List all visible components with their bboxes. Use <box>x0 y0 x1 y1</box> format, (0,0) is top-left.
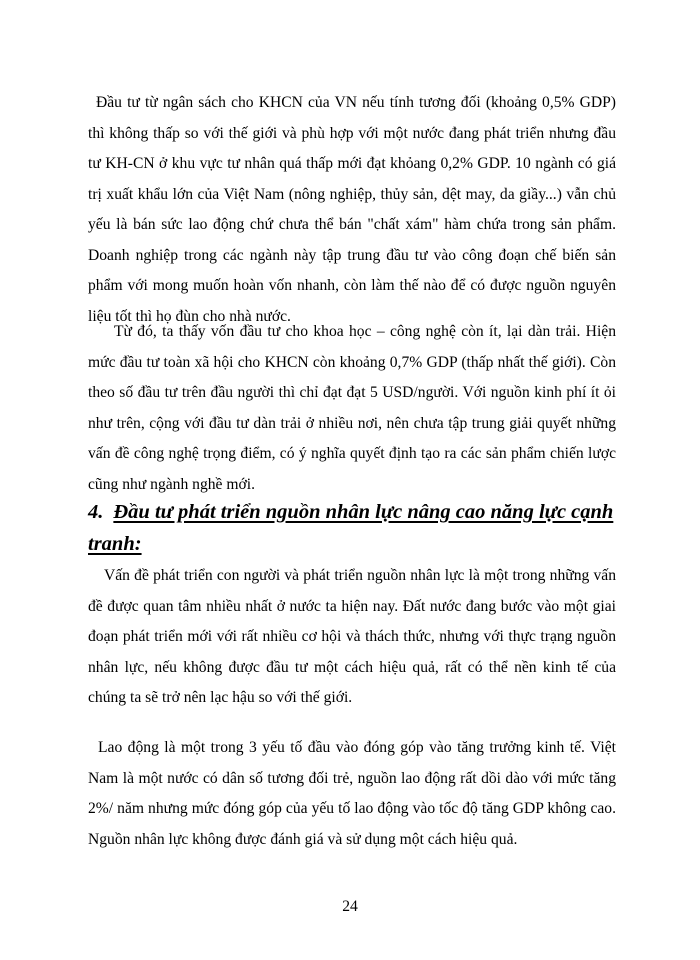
paragraph-investment-spread: Từ đó, ta thấy vốn đầu tư cho khoa học – công nghệ còn ít, lại dàn trải. Hiện mức đầu tư toàn xã hội cho KHCN còn khoảng 0,7% GDP (thấp nhất thế giới). Còn theo số đầu tư trên đầu người thì chỉ đạt đạt 5 USD/người. Với nguồn kinh phí ít ỏi như trên, cộng với đầu tư dàn trải ở nhiều nơi, nên chưa tập trung giải quyết những vấn đề công nghệ trọng điểm, có ý nghĩa quyết định tạo ra các sản phẩm chiến lược cũng như ngành nghề mới. <box>88 323 616 493</box>
paragraph-khcn-budget: Đầu tư từ ngân sách cho KHCN của VN nếu tính tương đối (khoảng 0,5% GDP) thì không thấp so với thế giới và phù hợp với một nước đang phát triển nhưng đầu tư KH-CN ở khu vực tư nhân quá thấp mới đạt khỏang 0,2% GDP. 10 ngành có giá trị xuất khẩu lớn của Việt Nam (nông nghiệp, thủy sản, dệt may, da giầy...) vẫn chủ yếu là bán sức lao động chứ chưa thể bán "chất xám" hàm chứa trong sản phẩm. Doanh nghiệp trong các ngành này tập trung đầu tư vào công đoạn chế biến sản phẩm với mong muốn hoàn vốn nhanh, còn làm thế nào để có được nguồn nguyên liệu tốt thì họ đùn cho nhà nước. <box>88 94 616 325</box>
section-heading-title: Đầu tư phát triển nguồn nhân lực nâng cao năng lực cạnh tranh: <box>88 501 614 555</box>
page-number: 24 <box>342 898 358 915</box>
section-heading-number: 4. <box>88 501 104 523</box>
paragraph-human-resources: Vấn đề phát triển con người và phát triển nguồn nhân lực là một trong những vấn đề được quan tâm nhiều nhất ở nước ta hiện nay. Đất nước đang bước vào một giai đoạn phát triển mới với rất nhiều cơ hội và thách thức, nhưng với thực trạng nguồn nhân lực, nếu không được đầu tư một cách hiệu quả, rất có thể nền kinh tế của chúng ta sẽ trở nên lạc hậu so với thế giới. <box>88 567 616 706</box>
paragraph-labor-factor: Lao động là một trong 3 yếu tố đầu vào đóng góp vào tăng trưởng kinh tế. Việt Nam là một nước có dân số tương đối trẻ, nguồn lao động rất dồi dào với mức tăng 2%/ năm nhưng mức đóng góp của yếu tố lao động vào tốc độ tăng GDP không cao. Nguồn nhân lực không được đánh giá và sử dụng một cách hiệu quả. <box>88 739 616 848</box>
section-heading <box>88 496 616 560</box>
